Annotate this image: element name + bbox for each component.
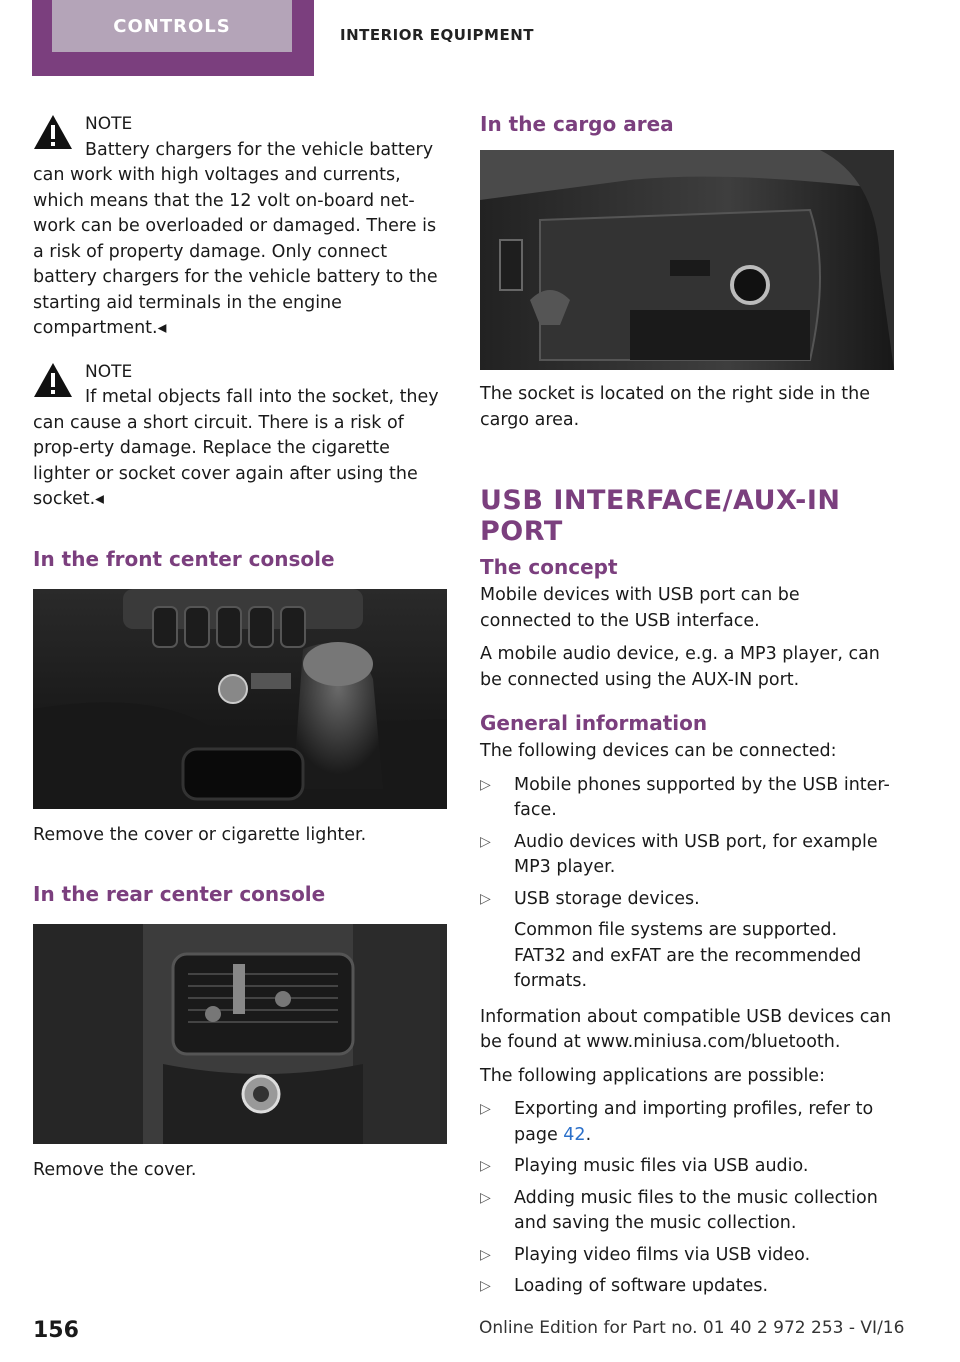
list-item-text: Playing video films via USB video. <box>514 1244 811 1265</box>
concept-paragraph-2: A mobile audio device, e.g. a MP3 player, can be connected using the AUX-IN port. <box>480 644 880 690</box>
list-item <box>480 887 894 995</box>
list-item-text: Adding music files to the music collection and saving the music collection. <box>514 1187 878 1233</box>
list-item-text: Mobile phones supported by the USB inter-face. <box>514 774 890 820</box>
note-title: NOTE <box>85 361 133 382</box>
note-title: NOTE <box>85 114 133 134</box>
note-metal-objects <box>33 360 447 513</box>
section-title: INTERIOR EQUIPMENT <box>340 26 534 44</box>
list-item <box>480 1274 894 1300</box>
note-text: can work with high voltages and currents, which means that the 12 volt on-board net-work can be overloaded or damaged. There is a risk of property damage. Only connect battery chargers for the vehicle battery to the starting aid terminals in the engine compartment.◂ <box>33 165 438 338</box>
triangle-bullet-icon: ▷ <box>480 1189 491 1206</box>
triangle-bullet-icon: ▷ <box>480 1158 491 1174</box>
list-item-text: Exporting and importing profiles, refer to page <box>514 1099 874 1145</box>
cargo-caption: The socket is located on the right side in the cargo area. <box>480 384 870 430</box>
list-item-text: Audio devices with USB port, for example MP3 player. <box>514 831 878 877</box>
warning-icon <box>33 362 73 398</box>
edition-footer: Online Edition for Part no. 01 40 2 972 253 - VI/16 <box>479 1318 905 1338</box>
note-battery-chargers <box>33 112 447 342</box>
devices-list <box>480 773 894 995</box>
heading-cargo-area: In the cargo area <box>480 112 674 136</box>
page-number: 156 <box>33 1318 79 1343</box>
list-item <box>480 1154 894 1180</box>
heading-usb-interface: USB INTERFACE/AUX-IN PORT <box>480 485 841 547</box>
triangle-bullet-icon: ▷ <box>480 890 491 907</box>
heading-front-console: In the front center console <box>33 546 335 571</box>
right-column <box>480 112 894 1310</box>
list-item-text: Loading of software updates. <box>514 1276 769 1296</box>
front-console-photo <box>33 589 447 809</box>
list-item <box>480 830 894 881</box>
cargo-area-photo <box>480 150 894 370</box>
compatibility-info: Information about compatible USB devices can be found at www.miniusa.com/bluetooth. <box>480 1006 892 1052</box>
note-text-start: Battery chargers for the vehicle battery <box>85 139 434 160</box>
list-item <box>480 1243 894 1269</box>
list-item <box>480 1186 894 1237</box>
rear-caption: Remove the cover. <box>33 1160 197 1180</box>
heading-rear-console: In the rear center console <box>33 882 326 906</box>
note-text: can cause a short circuit. There is a risk of prop-erty damage. Replace the cigarette lighter or socket cover again after using the socket.◂ <box>33 412 418 509</box>
heading-general-information: General information <box>480 711 708 735</box>
left-column <box>33 112 447 1192</box>
rear-console-photo <box>33 924 447 1144</box>
note-text-start: If metal objects fall into the socket, they <box>85 387 439 407</box>
warning-icon <box>33 114 73 150</box>
apps-list <box>480 1097 894 1300</box>
header-tab <box>32 0 314 76</box>
triangle-bullet-icon: ▷ <box>480 1278 491 1294</box>
list-item-text: Playing music files via USB audio. <box>514 1156 809 1176</box>
page-reference-link[interactable]: 42 <box>563 1124 586 1145</box>
storage-note: Common file systems are supported. FAT32 and exFAT are the recommended formats. <box>514 920 862 991</box>
triangle-bullet-icon: ▷ <box>480 1101 491 1117</box>
triangle-bullet-icon: ▷ <box>480 776 491 793</box>
list-item-text: USB storage devices. <box>514 888 700 909</box>
list-item <box>480 773 894 824</box>
front-caption: Remove the cover or cigarette lighter. <box>33 824 367 845</box>
triangle-bullet-icon: ▷ <box>480 1246 491 1263</box>
heading-the-concept: The concept <box>480 555 618 579</box>
concept-paragraph-1: Mobile devices with USB port can be connected to the USB interface. <box>480 585 800 631</box>
chapter-tab[interactable]: CONTROLS <box>52 0 292 52</box>
list-item-end: . <box>585 1124 592 1145</box>
list-item <box>480 1097 894 1148</box>
devices-intro: The following devices can be connected: <box>480 741 837 761</box>
triangle-bullet-icon: ▷ <box>480 833 491 850</box>
apps-intro: The following applications are possible: <box>480 1065 825 1086</box>
